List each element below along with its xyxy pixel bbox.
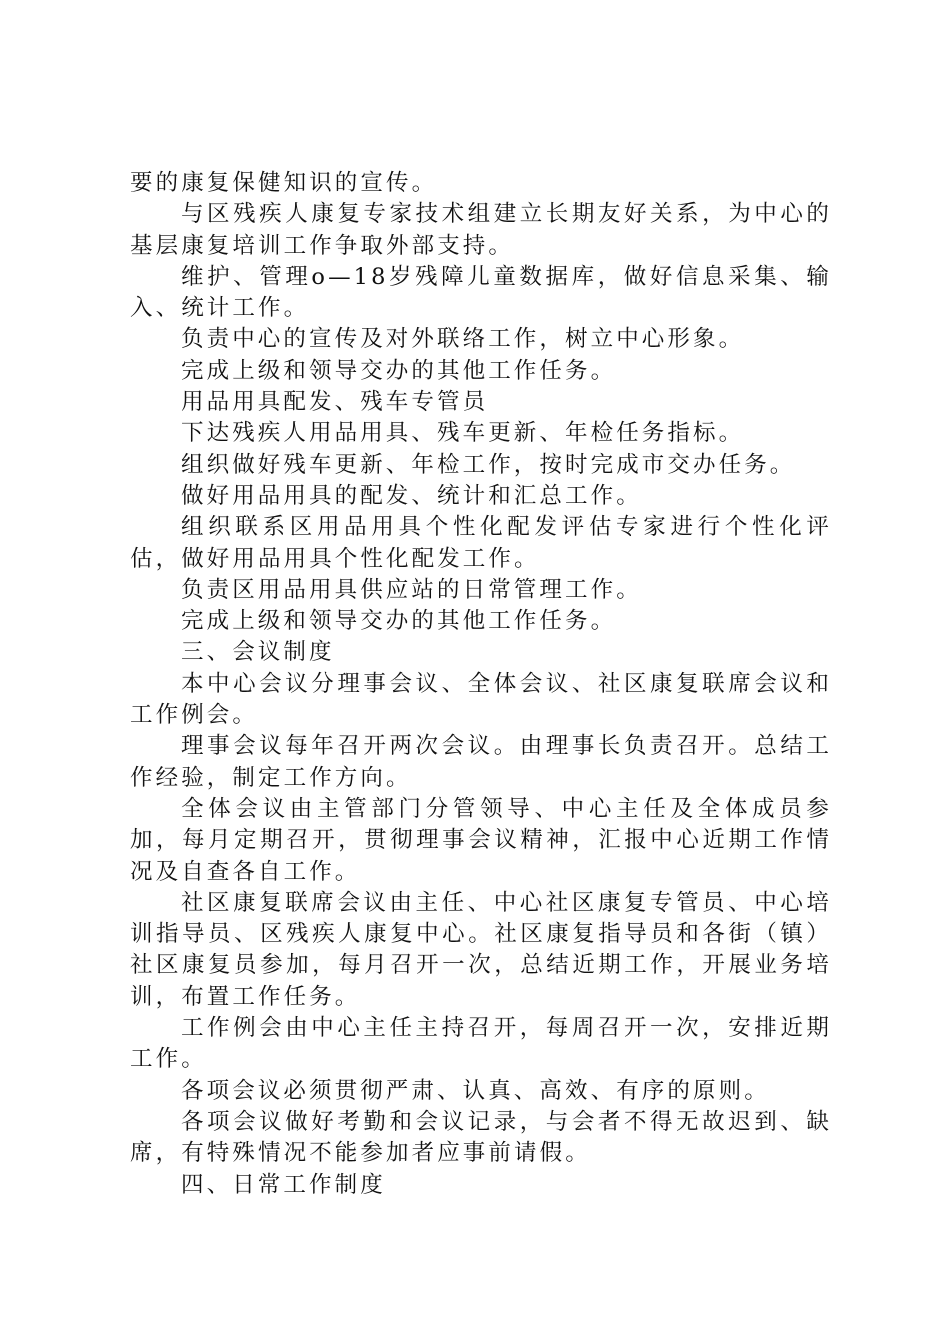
paragraph: 做好用品用具的配发、统计和汇总工作。 (181, 482, 642, 509)
section-heading: 用品用具配发、残车专管员 (181, 389, 489, 416)
paragraph: 本中心会议分理事会议、全体会议、社区康复联席会议和工作例会。 (130, 670, 832, 729)
section-heading: 三、会议制度 (181, 639, 335, 666)
paragraph: 各项会议必须贯彻严肃、认真、高效、有序的原则。 (181, 1077, 770, 1104)
section-heading: 四、日常工作制度 (181, 1171, 386, 1198)
paragraph: 负责区用品用具供应站的日常管理工作。 (181, 576, 642, 603)
paragraph: 与区残疾人康复专家技术组建立长期友好关系，为中心的基层康复培训工作争取外部支持。 (130, 201, 832, 259)
paragraph: 下达残疾人用品用具、残车更新、年检任务指标。 (181, 420, 745, 447)
paragraph: 理事会议每年召开两次会议。由理事长负责召开。总结工作经验，制定工作方向。 (130, 733, 832, 791)
paragraph: 各项会议做好考勤和会议记录，与会者不得无故迟到、缺席，有特殊情况不能参加者应事前请假。 (130, 1108, 832, 1167)
paragraph-continuation: 要的康复保健知识的宣传。 (130, 170, 438, 196)
paragraph: 社区康复联席会议由主任、中心社区康复专管员、中心培训指导员、区残疾人康复中心。社区康复指导员和各街（镇）社区康复员参加，每月召开一次，总结近期工作，开展业务培训，布置工作任务。 (130, 889, 832, 1010)
paragraph: 全体会议由主管部门分管领导、中心主任及全体成员参加，每月定期召开，贯彻理事会议精神，汇报中心近期工作情况及自查各自工作。 (130, 795, 832, 885)
paragraph: 组织联系区用品用具个性化配发评估专家进行个性化评估，做好用品用具个性化配发工作。 (130, 514, 832, 572)
paragraph: 负责中心的宣传及对外联络工作，树立中心形象。 (181, 326, 745, 353)
paragraph: 工作例会由中心主任主持召开，每周召开一次，安排近期工作。 (130, 1015, 832, 1073)
paragraph: 完成上级和领导交办的其他工作任务。 (181, 357, 617, 384)
paragraph: 维护、管理o—18岁残障儿童数据库，做好信息采集、输入、统计工作。 (130, 263, 832, 322)
paragraph: 完成上级和领导交办的其他工作任务。 (181, 608, 617, 635)
paragraph: 组织做好残车更新、年检工作，按时完成市交办任务。 (181, 451, 796, 478)
document-body (130, 168, 832, 1201)
